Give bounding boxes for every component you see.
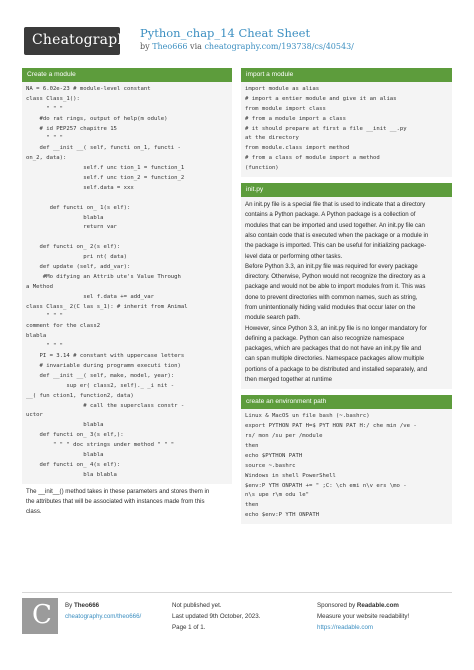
code-line: Windows in shell PowerShell xyxy=(245,472,336,479)
code-line: # it should prepare at first a file __init __.py xyxy=(245,125,407,132)
badge-letter: C xyxy=(32,600,52,630)
cheatography-badge-icon[interactable] xyxy=(22,598,58,634)
text-line: the package is imported. This can be useful for initializing package- xyxy=(245,242,427,250)
footer-author-link[interactable]: cheatography.com/theo666/ xyxy=(65,613,142,620)
sponsor-tagline: Measure your website readability! xyxy=(317,613,410,620)
right-column xyxy=(241,68,452,530)
sponsor-name[interactable]: Readable.com xyxy=(356,602,399,609)
code-line: Linux & MacOS un file bash (~.bashrc) xyxy=(245,413,370,420)
note-line: the attributes that will be associated with instances made from this xyxy=(26,497,205,505)
section-title: import a module xyxy=(241,68,452,82)
code-line: blabla xyxy=(26,333,47,340)
section-title: init.py xyxy=(241,183,452,197)
section-title: Create a module xyxy=(22,68,232,82)
sponsored-by: Sponsored by xyxy=(317,602,356,609)
code-line: (function) xyxy=(245,165,279,172)
code-line: uctor xyxy=(26,412,43,419)
code-line: # call the superclass constr - xyxy=(26,402,185,409)
code-line: # from a module import a class xyxy=(245,115,347,122)
sheet-url-link[interactable]: cheatography.com/193738/cs/40543/ xyxy=(204,42,354,51)
code-line: class Class_1(): xyxy=(26,95,80,102)
page-header xyxy=(0,0,474,62)
code-line xyxy=(26,194,228,204)
text-line: also contain code that is executed when the package or a module in xyxy=(245,231,429,239)
byline xyxy=(140,42,354,51)
footer-status xyxy=(172,600,260,633)
code-line: # invariable during programm executi tion) xyxy=(26,362,181,369)
footer-author-name[interactable]: Theo666 xyxy=(73,602,100,609)
code-block xyxy=(22,82,232,484)
code-line: comment for the class2 xyxy=(26,323,101,330)
logo-text: Cheatography xyxy=(32,32,135,48)
code-line: from module.class import method xyxy=(245,145,350,152)
code-line: # id PEP257 chapitre 15 xyxy=(26,125,117,132)
text-line: modules that can be imported and used together. An init.py file can xyxy=(245,221,425,229)
section-import-module xyxy=(241,68,452,177)
byline-by: by xyxy=(140,42,150,51)
text-line: However, since Python 3.3, an init.py file is no longer mandatory for xyxy=(245,324,427,332)
code-line: def functi on_ 1(s elf): xyxy=(26,204,131,211)
section-create-module xyxy=(22,68,232,522)
code-line: def update (self, add_var): xyxy=(26,264,131,271)
footer-by: By xyxy=(65,602,73,609)
text-line: package and would not be able to import modules from it. This was xyxy=(245,283,426,291)
author-link[interactable]: Theo666 xyxy=(152,42,188,51)
code-line: self.data = xxx xyxy=(26,184,134,191)
code-line: self.f unc tion_1 = function_1 xyxy=(26,165,185,172)
code-line: return var xyxy=(26,224,117,231)
code-line: #do rat rings, output of help(m odule) xyxy=(26,115,168,122)
code-line: then xyxy=(245,502,259,509)
code-line: at the directory xyxy=(245,135,299,142)
published-status: Not published yet. xyxy=(172,602,222,609)
section-create-env xyxy=(241,395,452,524)
text-line: directory. Otherwise, Python would not recognize the directory as a xyxy=(245,273,426,281)
code-line: def __init __( self, make, model, year): xyxy=(26,372,175,379)
code-line: n\s upe r\m odu le" xyxy=(245,492,309,499)
section-title: create an environment path xyxy=(241,395,452,409)
code-line: pri nt( data) xyxy=(26,254,128,261)
code-line: class Class_ 2(C las s_1): # inherit from Animal xyxy=(26,303,188,310)
code-line: " " " xyxy=(26,105,64,112)
code-line: def functi on_ 3(s elf,): xyxy=(26,432,124,439)
text-line: packages, which are packages that do not have an init.py file and xyxy=(245,345,422,353)
code-line: echo $env:P YTH ONPATH xyxy=(245,512,320,519)
byline-via: via xyxy=(190,42,202,51)
page-footer xyxy=(0,592,474,670)
code-line: on_2, data): xyxy=(26,155,67,162)
code-block xyxy=(241,82,452,177)
code-line: PI = 3.14 # constant with uppercase letters xyxy=(26,353,185,360)
text-line: Before Python 3.3, an init.py file was required for every package xyxy=(245,262,418,270)
text-line: portions of a package to be distributed and installed separately, and xyxy=(245,365,428,373)
code-block xyxy=(241,409,452,524)
code-line: echo $PYTHON PATH xyxy=(245,452,303,459)
section-text xyxy=(241,197,452,389)
note-line: The __init__() method takes in these parameters and stores them in xyxy=(26,487,210,495)
text-line: contains a Python package. A Python package is a collection of xyxy=(245,211,416,219)
text-line: can span multiple directories. Namespace packages allow multiple xyxy=(245,355,425,363)
code-line: #Mo difying an Attrib ute's Value Through xyxy=(26,273,181,280)
text-line: from unintentionally hiding valid modules that occur later on the xyxy=(245,303,416,311)
section-note xyxy=(22,484,232,522)
code-line: $env:P YTH ONPATH += " ;C: \ch emi n\v ers \mo - xyxy=(245,482,407,489)
code-line: __( fun ction1, function2, data) xyxy=(26,392,134,399)
code-line xyxy=(26,233,228,243)
code-line: " " " xyxy=(26,343,64,350)
code-line: NA = 6.02e-23 # module-level constant xyxy=(26,86,151,92)
cheatography-logo[interactable] xyxy=(24,27,135,55)
page-title: Python_chap_14 Cheat Sheet xyxy=(140,26,311,40)
sponsor-link[interactable]: https://readable.com xyxy=(317,624,374,631)
code-line: bla blabla xyxy=(26,471,117,478)
code-line: import module as alias xyxy=(245,86,320,92)
code-line: export PYTHON PAT H=$ PYT HON PAT H:/ che min /ve - xyxy=(245,423,417,430)
text-line: level data or performing other tasks. xyxy=(245,252,343,260)
code-line: # import a entier module and give it an alias xyxy=(245,95,397,102)
code-line: blabla xyxy=(26,214,104,221)
code-line: rs/ mon /su per /module xyxy=(245,433,323,440)
code-line: sel f.data += add_var xyxy=(26,293,154,300)
code-line: self.f unc tion_2 = function_2 xyxy=(26,175,185,182)
code-line: blabla xyxy=(26,422,104,429)
section-init-py xyxy=(241,183,452,389)
left-column xyxy=(22,68,232,528)
page-count: Page 1 of 1. xyxy=(172,624,206,631)
code-line: then xyxy=(245,443,259,450)
code-line: a Method xyxy=(26,283,53,290)
text-line: defining a package. Python can also recognize namespace xyxy=(245,334,405,342)
code-line: sup er( class2, self)._ _i nit - xyxy=(26,382,175,389)
code-line: def functi on_ 2(s elf): xyxy=(26,244,121,251)
code-line: " " " doc strings under method " " " xyxy=(26,442,175,449)
last-updated: Last updated 9th October, 2023. xyxy=(172,613,261,620)
code-line: def __init __( self, functi on_1, functi - xyxy=(26,145,181,152)
footer-author xyxy=(65,600,141,622)
text-line: An init.py file is a special file that is used to indicate that a directory xyxy=(245,201,426,209)
footer-divider xyxy=(22,592,452,593)
text-line: module search path. xyxy=(245,314,301,322)
note-line: class. xyxy=(26,508,42,516)
text-line: done to prevent directories with common names, such as string, xyxy=(245,293,418,301)
code-line: def functi on_ 4(s elf): xyxy=(26,461,121,468)
code-line: " " " xyxy=(26,135,64,142)
code-line: " " " xyxy=(26,313,64,320)
code-line: from module import class xyxy=(245,105,326,112)
code-line: source ~.bashrc xyxy=(245,462,296,469)
text-line: then merged together at runtime xyxy=(245,376,333,384)
footer-sponsor xyxy=(317,600,409,633)
code-line: blabla xyxy=(26,451,104,458)
code-line: # from a class of module import a method xyxy=(245,155,380,162)
